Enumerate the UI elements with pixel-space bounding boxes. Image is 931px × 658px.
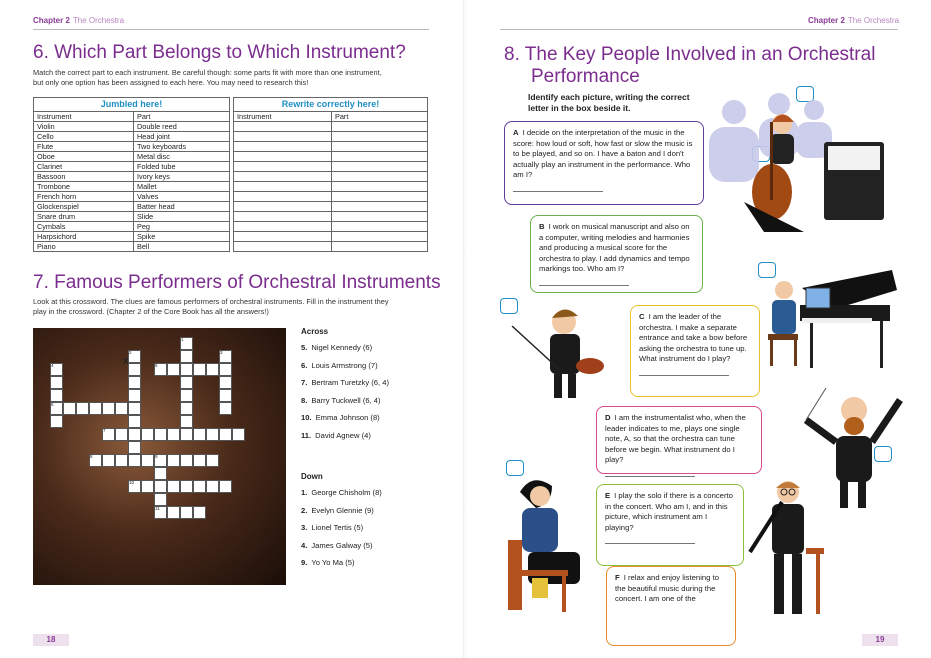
crossword-cell[interactable] xyxy=(102,454,115,467)
table-row xyxy=(234,192,428,202)
crossword-cell[interactable] xyxy=(128,428,141,441)
crossword-cell[interactable] xyxy=(193,428,206,441)
box-text: I play the solo if there is a concerto in the concert. Who am I, and in this picture, which instrument am I playing? xyxy=(605,491,733,532)
jumbled-title: Jumbled here! xyxy=(34,98,230,112)
clue-number: 4. xyxy=(301,540,308,550)
clue-number: 8. xyxy=(301,395,308,405)
section7-intro-line2: play in the crossword. (Chapter 2 of the Core Book has all the answers!) xyxy=(33,307,269,316)
instrument-answer-cell[interactable] xyxy=(234,142,332,152)
crossword-grid xyxy=(33,328,286,585)
chapter-subtitle: The Orchestra xyxy=(72,16,125,25)
crossword-cell[interactable] xyxy=(193,480,206,493)
answer-line[interactable] xyxy=(605,535,695,544)
table-row xyxy=(34,182,230,192)
section6-intro xyxy=(33,68,433,88)
crossword-cell[interactable] xyxy=(193,454,206,467)
crossword-cell[interactable] xyxy=(50,376,63,389)
table-row xyxy=(234,222,428,232)
crossword-cell[interactable] xyxy=(219,363,232,376)
part-answer-cell[interactable] xyxy=(332,142,428,152)
across-label: Across xyxy=(301,327,329,336)
clue-item xyxy=(301,343,372,353)
box-letter: E xyxy=(605,491,611,500)
part-cell: Head joint xyxy=(134,132,230,142)
table-row xyxy=(34,142,230,152)
part-answer-cell[interactable] xyxy=(332,122,428,132)
answer-line[interactable] xyxy=(513,183,603,192)
clue-number: 3. xyxy=(301,523,308,532)
table-row xyxy=(34,212,230,222)
crossword-cell[interactable] xyxy=(50,389,63,402)
crossword-number: 7 xyxy=(103,428,106,433)
clue-text: Nigel Kennedy (6) xyxy=(311,343,373,352)
answer-line[interactable] xyxy=(539,277,629,286)
instrument-answer-cell[interactable] xyxy=(234,132,332,142)
clue-text: Louis Armstrong (7) xyxy=(311,360,378,370)
crossword-cell[interactable] xyxy=(219,376,232,389)
section8-title-line1: 8. The Key People Involved in an Orchestral xyxy=(504,44,876,65)
crossword-cell[interactable] xyxy=(167,454,180,467)
crossword-cell[interactable] xyxy=(206,480,219,493)
section7-title: 7. Famous Performers of Orchestral Instruments xyxy=(33,272,441,293)
crossword-cell[interactable] xyxy=(128,363,141,376)
table-row xyxy=(234,242,428,252)
crossword-cell[interactable] xyxy=(102,402,115,415)
instrument-cell: Harpsichord xyxy=(34,232,134,242)
crossword-cell[interactable] xyxy=(154,467,167,480)
table-row xyxy=(234,202,428,212)
instrument-cell: Snare drum xyxy=(34,212,134,222)
crossword-cell[interactable] xyxy=(128,389,141,402)
section8-instruction xyxy=(528,92,690,114)
instrument-cell: Bassoon xyxy=(34,172,134,182)
table-row xyxy=(34,192,230,202)
instrument-answer-cell[interactable] xyxy=(234,242,332,252)
person-box-c xyxy=(630,305,760,397)
crossword-cell[interactable] xyxy=(167,506,180,519)
crossword-cell[interactable] xyxy=(219,402,232,415)
part-cell: Spike xyxy=(134,232,230,242)
instrument-answer-cell[interactable] xyxy=(234,182,332,192)
violinist-illustration xyxy=(502,300,612,400)
table-row xyxy=(34,232,230,242)
crossword-cell[interactable] xyxy=(180,506,193,519)
crossword-cell[interactable] xyxy=(219,428,232,441)
instrument-cell: Flute xyxy=(34,142,134,152)
part-cell: Double reed xyxy=(134,122,230,132)
audience-member-illustration xyxy=(502,452,592,622)
crossword-cell[interactable] xyxy=(180,415,193,428)
col-part: Part xyxy=(134,112,230,122)
box-text: I am the instrumentalist who, when the leader indicates to me, plays one single note, A, so that the orchestra can tune before we begin. What instrument do I play? xyxy=(605,413,746,465)
crossword-number: 11 xyxy=(155,506,160,511)
instrument-cell: Piano xyxy=(34,242,134,252)
crossword-cell[interactable] xyxy=(154,480,167,493)
clue-item xyxy=(301,431,371,441)
part-cell: Bell xyxy=(134,242,230,252)
box-text: I decide on the interpretation of the music in the score: how loud or soft, how fast or slow the music is to be played, and so on. I have a baton and I don't actually play an instrument in the performance. Who am I? xyxy=(513,128,693,180)
part-answer-cell[interactable] xyxy=(332,132,428,142)
crossword-cell[interactable] xyxy=(206,363,219,376)
instrument-answer-cell[interactable] xyxy=(234,222,332,232)
instrument-answer-cell[interactable] xyxy=(234,202,332,212)
part-cell: Valves xyxy=(134,192,230,202)
clue-number: 9. xyxy=(301,558,308,567)
section6-title: 6. Which Part Belongs to Which Instrument? xyxy=(33,42,406,63)
crossword-cell[interactable] xyxy=(115,402,128,415)
down-label: Down xyxy=(301,472,323,481)
jumbled-table xyxy=(33,97,230,252)
running-head-left xyxy=(33,16,124,25)
instrument-answer-cell[interactable] xyxy=(234,232,332,242)
box-letter: B xyxy=(539,222,545,231)
crossword-cell[interactable] xyxy=(180,350,193,363)
clue-item xyxy=(301,506,374,516)
cellist-illustration xyxy=(704,82,894,252)
crossword-cell[interactable] xyxy=(50,415,63,428)
part-cell: Ivory keys xyxy=(134,172,230,182)
crossword-cell[interactable] xyxy=(167,363,180,376)
section7-intro xyxy=(33,297,433,317)
clarinettist-illustration xyxy=(746,472,826,622)
table-row xyxy=(234,182,428,192)
crossword-cell[interactable] xyxy=(180,376,193,389)
part-answer-cell[interactable] xyxy=(332,162,428,172)
instruction-line2: letter in the box beside it. xyxy=(528,103,631,113)
person-box-f xyxy=(606,566,736,646)
clue-number: 1. xyxy=(301,488,308,497)
crossword-cell[interactable] xyxy=(141,480,154,493)
clue-text: James Galway (5) xyxy=(311,540,373,550)
crossword-cell[interactable] xyxy=(141,428,154,441)
instrument-cell: Oboe xyxy=(34,152,134,162)
clue-text: Barry Tuckwell (6, 4) xyxy=(311,395,381,405)
person-box-e xyxy=(596,484,744,566)
crossword-mark: X xyxy=(123,357,129,366)
crossword-cell[interactable] xyxy=(128,402,141,415)
clue-number: 2. xyxy=(301,505,308,515)
instrument-cell: Cymbals xyxy=(34,222,134,232)
crossword-cell[interactable] xyxy=(167,428,180,441)
table-row xyxy=(34,222,230,232)
crossword-cell[interactable] xyxy=(206,454,219,467)
box-letter: F xyxy=(615,573,620,582)
left-page xyxy=(0,0,465,658)
table-row xyxy=(234,212,428,222)
clue-number: 11. xyxy=(301,430,312,440)
clue-text: Bertram Turetzky (6, 4) xyxy=(311,378,389,387)
clue-item xyxy=(301,523,363,533)
part-answer-cell[interactable] xyxy=(332,232,428,242)
crossword-cell[interactable] xyxy=(219,480,232,493)
crossword-cell[interactable] xyxy=(128,454,141,467)
crossword-cell[interactable] xyxy=(76,402,89,415)
page-number-left: 18 xyxy=(33,634,69,646)
right-page xyxy=(466,0,931,658)
crossword-number: 8 xyxy=(90,454,93,459)
table-row xyxy=(234,122,428,132)
part-cell: Mallet xyxy=(134,182,230,192)
table-row xyxy=(234,152,428,162)
clue-number: 5. xyxy=(301,343,308,352)
instrument-cell: Clarinet xyxy=(34,162,134,172)
table-row xyxy=(34,202,230,212)
header-rule xyxy=(33,29,429,30)
clue-text: Lionel Tertis (5) xyxy=(311,523,364,532)
crossword-cell[interactable] xyxy=(128,441,141,454)
table-row xyxy=(234,132,428,142)
table-row xyxy=(34,242,230,252)
crossword-cell[interactable] xyxy=(167,480,180,493)
crossword-cell[interactable] xyxy=(154,428,167,441)
crossword-cell[interactable] xyxy=(193,363,206,376)
part-cell: Metal disc xyxy=(134,152,230,162)
clue-item xyxy=(301,361,378,371)
crossword-cell[interactable] xyxy=(141,454,154,467)
page-number-right: 19 xyxy=(862,634,898,646)
crossword-number: 4 xyxy=(51,363,54,368)
clue-number: 7. xyxy=(301,378,308,387)
clue-text: George Chisholm (8) xyxy=(311,488,382,497)
part-cell: Folded tube xyxy=(134,162,230,172)
box-letter: A xyxy=(513,128,519,137)
col-part: Part xyxy=(332,112,428,122)
crossword-number: 6 xyxy=(51,402,54,407)
part-answer-cell[interactable] xyxy=(332,222,428,232)
crossword-cell[interactable] xyxy=(128,415,141,428)
instrument-cell: Cello xyxy=(34,132,134,142)
crossword-cell[interactable] xyxy=(115,428,128,441)
table-row xyxy=(234,142,428,152)
part-answer-cell[interactable] xyxy=(332,202,428,212)
part-answer-cell[interactable] xyxy=(332,212,428,222)
clue-item xyxy=(301,378,389,388)
chapter-label: Chapter 2 xyxy=(33,16,70,25)
box-text: I am the leader of the orchestra. I make a separate entrance and take a bow before asking the orchestra to tune up. What instrument do I play? xyxy=(639,312,748,364)
header-rule xyxy=(500,29,898,30)
clue-number: 6. xyxy=(301,360,308,370)
part-answer-cell[interactable] xyxy=(332,242,428,252)
part-cell: Peg xyxy=(134,222,230,232)
crossword-cell[interactable] xyxy=(115,454,128,467)
instrument-cell: French horn xyxy=(34,192,134,202)
instrument-answer-cell[interactable] xyxy=(234,192,332,202)
clue-item xyxy=(301,488,382,498)
clue-text: David Agnew (4) xyxy=(315,430,371,440)
answer-line[interactable] xyxy=(605,468,695,477)
crossword-cell[interactable] xyxy=(180,402,193,415)
clue-item xyxy=(301,541,373,551)
part-answer-cell[interactable] xyxy=(332,152,428,162)
crossword-cell[interactable] xyxy=(180,480,193,493)
box-letter: C xyxy=(639,312,645,321)
part-answer-cell[interactable] xyxy=(332,172,428,182)
pianist-illustration xyxy=(762,260,902,375)
part-cell: Slide xyxy=(134,212,230,222)
crossword-cell[interactable] xyxy=(193,506,206,519)
crossword-cell[interactable] xyxy=(154,493,167,506)
crossword-number: 2 xyxy=(129,350,132,355)
table-row xyxy=(34,122,230,132)
table-row xyxy=(34,162,230,172)
crossword-cell[interactable] xyxy=(180,454,193,467)
crossword-number: 3 xyxy=(220,350,223,355)
crossword-cell[interactable] xyxy=(206,428,219,441)
clue-item xyxy=(301,558,355,568)
crossword-cell[interactable] xyxy=(89,402,102,415)
crossword-cell[interactable] xyxy=(128,376,141,389)
instrument-answer-cell[interactable] xyxy=(234,122,332,132)
clue-item xyxy=(301,396,381,406)
table-row xyxy=(234,172,428,182)
section7-intro-line1: Look at this crossword. The clues are famous performers of orchestral instruments. Fill in the instrument they xyxy=(33,297,389,306)
person-box-d xyxy=(596,406,762,474)
part-cell: Two keyboards xyxy=(134,142,230,152)
part-answer-cell[interactable] xyxy=(332,192,428,202)
box-text: I relax and enjoy listening to the beautiful music during the concert. I am one of the xyxy=(615,573,720,604)
instrument-answer-cell[interactable] xyxy=(234,162,332,172)
table-row xyxy=(234,232,428,242)
crossword-cell[interactable] xyxy=(180,363,193,376)
crossword-cell[interactable] xyxy=(219,389,232,402)
instrument-answer-cell[interactable] xyxy=(234,152,332,162)
instruction-line1: Identify each picture, writing the correct xyxy=(528,92,690,102)
table-row xyxy=(34,172,230,182)
clue-number: 10. xyxy=(301,413,312,422)
clue-text: Yo Yo Ma (5) xyxy=(311,558,355,567)
col-instrument: Instrument xyxy=(234,112,332,122)
section6-intro-line1: Match the correct part to each instrument. Be careful though: some parts fit with more than one instrument, xyxy=(33,68,382,77)
table-row xyxy=(34,152,230,162)
box-text: I work on musical manuscript and also on a computer, writing melodies and harmonies and producing a musical score for the orchestra to play. I add dynamics and tempo markings too. Who am I? xyxy=(539,222,690,274)
instrument-cell: Trombone xyxy=(34,182,134,192)
crossword-number: 5 xyxy=(155,363,158,368)
instrument-cell: Violin xyxy=(34,122,134,132)
chapter-subtitle: The Orchestra xyxy=(847,16,900,25)
rewrite-table xyxy=(233,97,428,252)
instrument-cell: Glockenspiel xyxy=(34,202,134,212)
table-row xyxy=(34,132,230,142)
person-box-b xyxy=(530,215,703,293)
col-instrument: Instrument xyxy=(34,112,134,122)
running-head-right xyxy=(808,16,899,25)
crossword-cell[interactable] xyxy=(63,402,76,415)
clue-text: Emma Johnson (8) xyxy=(315,413,380,422)
answer-line[interactable] xyxy=(639,367,729,376)
part-answer-cell[interactable] xyxy=(332,182,428,192)
clue-text: Evelyn Glennie (9) xyxy=(311,505,374,515)
instrument-answer-cell[interactable] xyxy=(234,172,332,182)
rewrite-title: Rewrite correctly here! xyxy=(234,98,428,112)
box-letter: D xyxy=(605,413,611,422)
chapter-label: Chapter 2 xyxy=(808,16,845,25)
person-box-a xyxy=(504,121,704,205)
crossword-cell[interactable] xyxy=(180,389,193,402)
instrument-answer-cell[interactable] xyxy=(234,212,332,222)
crossword-cell[interactable] xyxy=(232,428,245,441)
clue-item xyxy=(301,413,380,423)
section8-title-line2: Performance xyxy=(531,66,640,87)
table-row xyxy=(234,162,428,172)
section6-intro-line2: but only one option has been assigned to each here. You may need to research this! xyxy=(33,78,309,87)
crossword-cell[interactable] xyxy=(180,428,193,441)
part-cell: Batter head xyxy=(134,202,230,212)
crossword-number: 1 xyxy=(181,337,184,342)
crossword-number: 10 xyxy=(129,480,135,485)
crossword-number: 9 xyxy=(155,454,158,459)
